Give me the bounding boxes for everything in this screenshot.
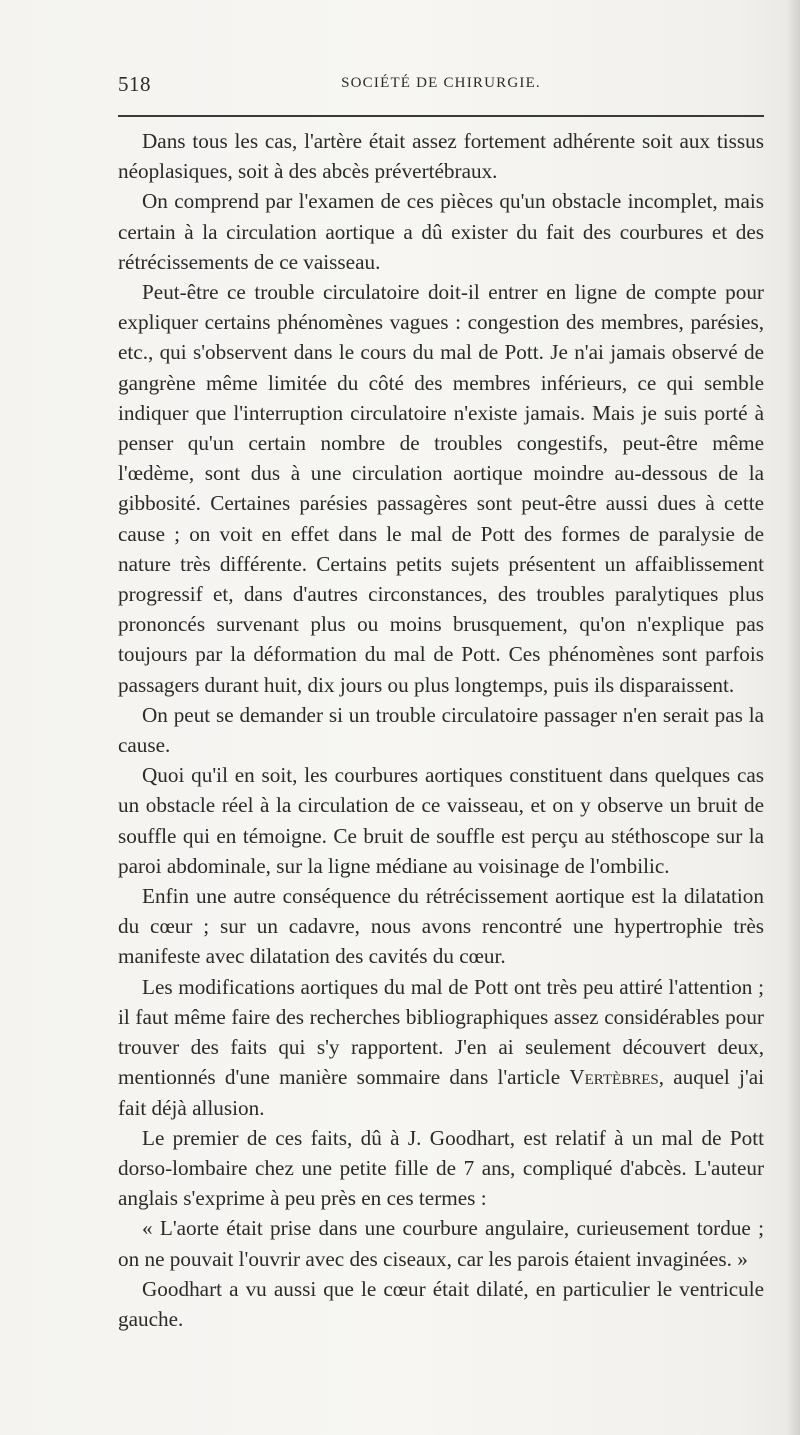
paragraph-text: Les modifications aortiques du mal de Pott ont très peu attiré l'attention ; il faut même faire des recherches bibliographiques assez considérables pour trouver des faits qui s'y rapportent. J'en ai seulement découvert deux, mentionnés d'une manière sommaire dans l'article [118,974,764,1090]
paragraph: Le premier de ces faits, dû à J. Goodhart, est relatif à un mal de Pott dorso-lombaire chez une petite fille de 7 ans, compliqué d'abcès. L'auteur anglais s'exprime à peu près en ces termes : [118,1125,764,1211]
page-header [118,72,764,102]
paragraph: Peut-être ce trouble circulatoire doit-il entrer en ligne de compte pour expliquer certains phénomènes vagues : congestion des membres, parésies, etc., qui s'observent dans le cours du mal de Pott. Je n'ai jamais observé de gangrène même limitée du côté des membres inférieurs, ce qui semble indiquer que l'interruption circulatoire n'existe jamais. Mais je suis porté à penser qu'un certain nombre de troubles congestifs, peut-être même l'œdème, sont dus à une circulation aortique moindre au-dessous de la gibbosité. Certaines parésies passagères sont peut-être aussi dues à cette cause ; on voit en effet dans le mal de Pott des formes de paralysie de nature très différente. Certains petits sujets présentent un affaiblissement progressif et, dans d'autres circonstances, des troubles paralytiques plus prononcés survenant plus ou moins brusquement, qu'on n'explique pas toujours par la déformation du mal de Pott. Ces phénomènes sont parfois passagers durant huit, dix jours ou plus longtemps, puis ils disparaissent. [118,280,764,697]
paragraph: Quoi qu'il en soit, les courbures aortiques constituent dans quelques cas un obstacle réel à la circulation de ce vaisseau, et on y observe un bruit de souffle qui en témoigne. Ce bruit de souffle est perçu au stéthoscope sur la paroi abdominale, sur la ligne médiane au voisinage de l'ombilic. [118,763,764,878]
paragraph: On peut se demander si un trouble circulatoire passager n'en serait pas la cause. [118,702,764,758]
header-rule [118,115,764,117]
running-head: SOCIÉTÉ DE CHIRURGIE. [341,75,541,91]
paragraph: On comprend par l'examen de ces pièces qu'un obstacle incomplet, mais certain à la circulation aortique a dû exister du fait des courbures et des rétrécissements de ce vaisseau. [118,189,764,274]
paragraph [118,972,764,1123]
page-number: 518 [118,72,151,96]
quotation-paragraph: « L'aorte était prise dans une courbure angulaire, curieusement tordue ; on ne pouvait l'ouvrir avec des ciseaux, car les parois étaient invaginées. » [118,1216,764,1271]
paragraph-text: , auquel j'ai fait déjà allusion. [118,1065,764,1120]
body-text [118,126,764,1334]
paragraph: Dans tous les cas, l'artère était assez fortement adhérente soit aux tissus néoplasiques, soit à des abcès prévertébraux. [118,129,764,184]
article-title-smallcaps: Vertèbres [569,1065,659,1090]
page-edge-shadow [786,0,800,1435]
paragraph: Enfin une autre conséquence du rétrécissement aortique est la dilatation du cœur ; sur un cadavre, nous avons rencontré une hypertrophie très manifeste avec dilatation des cavités du cœur. [118,884,764,969]
paragraph: Goodhart a vu aussi que le cœur était dilaté, en particulier le ventricule gauche. [118,1276,764,1331]
